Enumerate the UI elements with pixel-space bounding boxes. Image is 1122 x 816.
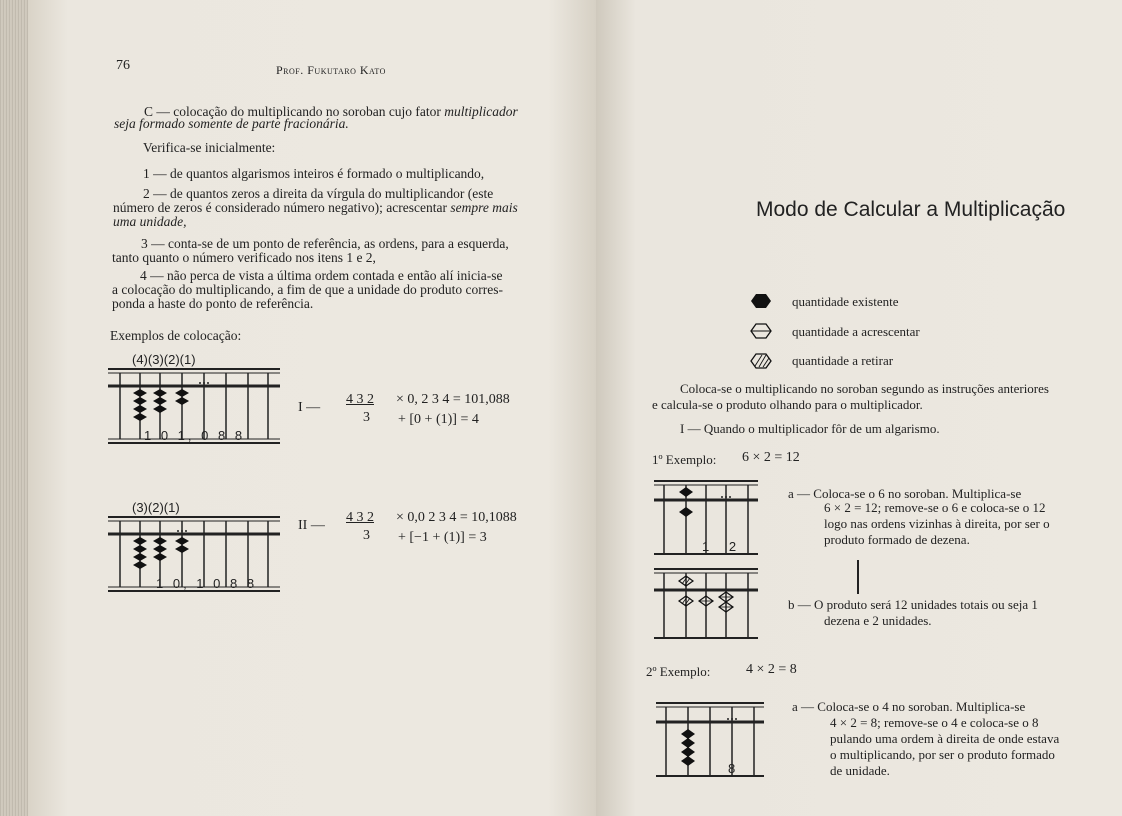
example2-numerator: 4 3 2: [346, 510, 374, 525]
example2-rod-digits: 8: [728, 761, 736, 776]
right-page: [596, 0, 1122, 816]
page-number: 76: [116, 58, 130, 73]
example2-expression: 4 × 2 = 8: [746, 662, 797, 677]
example2-orders-label: (3)(2)(1): [132, 500, 180, 515]
example2-rod-digits: 1 0, 1 0 8 8: [156, 576, 258, 591]
example2-soroban-a: [656, 700, 764, 785]
example2-a-line5: de unidade.: [830, 763, 890, 778]
legend-label-retirar: quantidade a retirar: [792, 353, 894, 368]
item-2-line1: 2 — de quantos zeros a direita da vírgula do multiplicandor (este: [143, 186, 494, 201]
outlined-bead-icon: [750, 323, 772, 339]
example1-rod-digits: 1 0 1, 0 8 8: [144, 428, 246, 443]
item-3-line2: tanto quanto o número verificado nos itens 1 e 2,: [112, 250, 376, 265]
example1-a-line1: a — Coloca-se o 6 no soroban. Multiplica-se: [788, 486, 1022, 501]
intro-line2: e calcula-se o produto olhando para o multiplicador.: [652, 397, 923, 412]
section-c-line1: C — colocação do multiplicando no soroban cujo fator multiplicador: [144, 104, 518, 119]
item-2-line3: uma unidade,: [113, 214, 187, 229]
example1-top-rest: × 0, 2 3 4 = 101,088: [396, 392, 510, 407]
filled-bead-icon: [750, 293, 772, 309]
item-1: 1 — de quantos algarismos inteiros é formado o multiplicando,: [143, 166, 485, 181]
exemplos-heading: Exemplos de colocação:: [110, 328, 242, 343]
example2-a-line3: pulando uma ordem à direita de onde estava: [830, 731, 1060, 746]
section-c-line2: seja formado somente de parte fracionária.: [114, 116, 349, 131]
example2-label: 2º Exemplo:: [646, 664, 711, 679]
example1-label: 1º Exemplo:: [652, 452, 717, 467]
example2-denominator: 3: [363, 528, 370, 543]
item-4-line1: 4 — não perca de vista a última ordem contada e então alí inicia-se: [140, 268, 503, 283]
example2-a-line1: a — Coloca-se o 4 no soroban. Multiplica-se: [792, 699, 1026, 714]
down-arrow-icon: [854, 560, 862, 594]
intro-line1: Coloca-se o multiplicando no soroban segundo as instruções anteriores: [680, 381, 1049, 396]
example1-orders-label: (4)(3)(2)(1): [132, 352, 196, 367]
item-3-line1: 3 — conta-se de um ponto de referência, as ordens, para a esquerda,: [141, 236, 509, 251]
case-1-heading: I — Quando o multiplicador fôr de um algarismo.: [680, 421, 940, 436]
example1-a-line4: produto formado de dezena.: [824, 532, 970, 547]
item-4-line3: ponda a haste do ponto de referência.: [112, 296, 314, 311]
example1-b-line1: b — O produto será 12 unidades totais ou seja 1: [788, 597, 1038, 612]
item-4-line2: a colocação do multiplicando, a fim de que a unidade do produto corres-: [112, 282, 503, 297]
verifica-text: Verifica-se inicialmente:: [143, 140, 276, 155]
example1-bottom-rest: + [0 + (1)] = 4: [398, 412, 479, 427]
example2-top-rest: × 0,0 2 3 4 = 10,1088: [396, 510, 517, 525]
example1-soroban-b: [654, 566, 758, 647]
page-title: Modo de Calcular a Multiplicação: [756, 198, 1066, 221]
example1-rod-digits: 1 2: [702, 539, 745, 554]
example1-numerator: 4 3 2: [346, 392, 374, 407]
example1-expression: 6 × 2 = 12: [742, 450, 800, 465]
example2-bottom-rest: + [−1 + (1)] = 3: [398, 530, 487, 545]
book-page-edges: [0, 0, 28, 816]
running-header: Prof. Fukutaro Kato: [276, 63, 386, 77]
example1-b-line2: dezena e 2 unidades.: [824, 613, 932, 628]
left-page: [28, 0, 596, 816]
example1-a-line3: logo nas ordens vizinhas à direita, por ser o: [824, 516, 1050, 531]
example2-a-line4: o multiplicando, por ser o produto formado: [830, 747, 1055, 762]
legend-label-acrescentar: quantidade a acrescentar: [792, 324, 920, 339]
example2-a-line2: 4 × 2 = 8; remove-se o 4 e coloca-se o 8: [830, 715, 1039, 730]
example1-a-line2: 6 × 2 = 12; remove-se o 6 e coloca-se o 12: [824, 500, 1046, 515]
example1-roman: I —: [298, 400, 321, 415]
hatched-bead-icon: [750, 353, 772, 369]
example1-denominator: 3: [363, 410, 370, 425]
example2-roman: II —: [298, 518, 325, 533]
item-2-line2: número de zeros é considerado número negativo); acrescentar sempre mais: [113, 200, 518, 215]
legend-label-existente: quantidade existente: [792, 294, 899, 309]
